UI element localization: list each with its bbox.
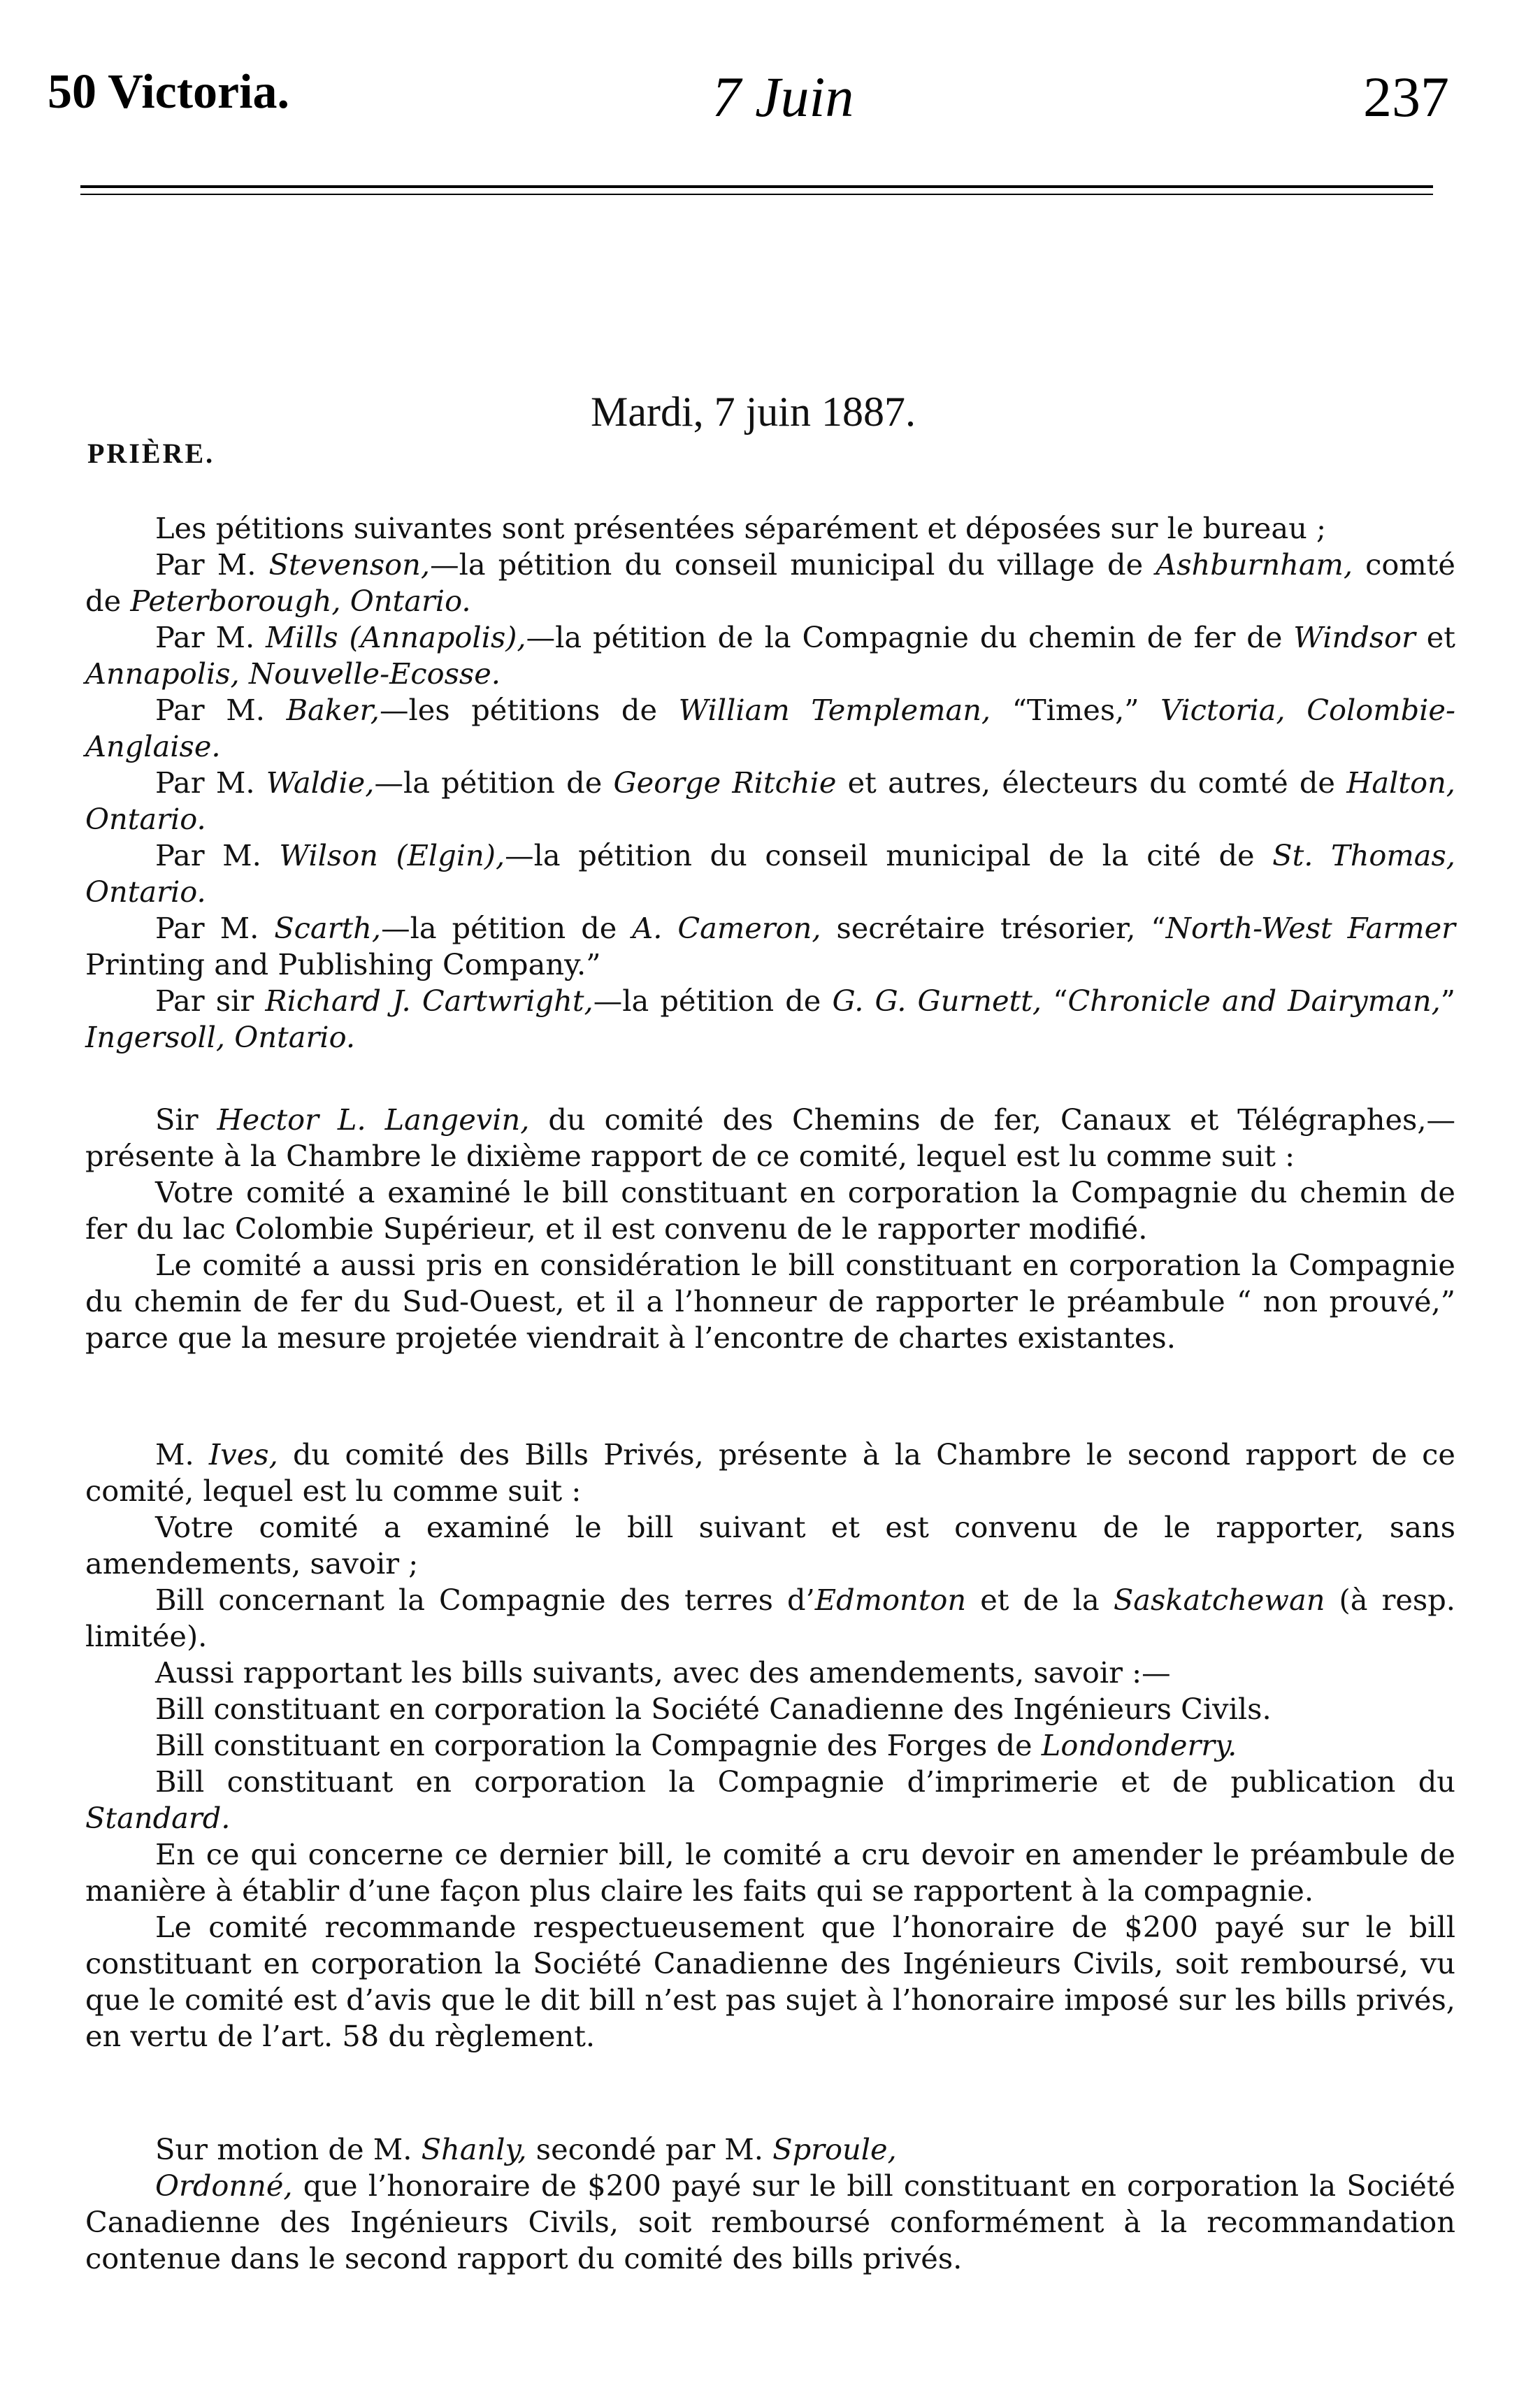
petition-item: Par M. Mills (Annapolis),—la pétition de la Compagnie du chemin de fer de Windsor et Annapolis, Nouvelle-Ecosse. bbox=[85, 620, 1455, 691]
petition-item: Par M. Waldie,—la pétition de George Ritchie et autres, électeurs du comté de Halton, Ontario. bbox=[85, 765, 1455, 836]
ives-report-section bbox=[85, 1437, 1455, 2055]
sitting-date: Mardi, 7 juin 1887. bbox=[591, 389, 916, 435]
petition-item: Par M. Scarth,—la pétition de A. Cameron, secrétaire trésorier, “North-West Farmer Printing and Publishing Company.” bbox=[85, 911, 1455, 981]
report-paragraph: Aussi rapportant les bills suivants, avec des amendements, savoir :— bbox=[155, 1655, 1171, 1690]
petition-item: Par M. Baker,—les pétitions de William Templeman, “Times,” Victoria, Colombie-Anglaise. bbox=[85, 693, 1455, 763]
report-paragraph: Le comité recommande respectueusement que l’honoraire de $200 payé sur le bill constituant en corporation la Société Canadienne des Ingénieurs Civils, soit remboursé, vu que le comité est d’avis que le dit bill n’est pas sujet à l’honoraire imposé sur les bills privés, en vertu de l’art. 58 du règlement. bbox=[85, 1910, 1455, 2053]
motion-section bbox=[85, 2131, 1455, 2277]
report-paragraph: Bill constituant en corporation la Compagnie d’imprimerie et de publication du Standard. bbox=[85, 1764, 1455, 1835]
report-paragraph: Bill constituant en corporation la Compagnie des Forges de Londonderry. bbox=[155, 1728, 1237, 1762]
report-paragraph: Sir Hector L. Langevin, du comité des Chemins de fer, Canaux et Télégraphes,—présente à la Chambre le dixième rapport de ce comité, lequel est lu comme suit : bbox=[85, 1102, 1456, 1173]
report-paragraph: M. Ives, du comité des Bills Privés, présente à la Chambre le second rapport de ce comité, lequel est lu comme suit : bbox=[85, 1437, 1455, 1508]
langevin-report-section bbox=[85, 1102, 1455, 1356]
motion-paragraph: Ordonné, que l’honoraire de $200 payé sur le bill constituant en corporation la Société Canadienne des Ingénieurs Civils, soit remboursé conformément à la recommandation contenue dans le second rapport du comité des bills privés. bbox=[85, 2168, 1455, 2275]
petition-item: Par M. Wilson (Elgin),—la pétition du conseil municipal de la cité de St. Thomas, Ontario. bbox=[85, 838, 1455, 909]
report-paragraph: Votre comité a examiné le bill suivant et est convenu de le rapporter, sans amendements, savoir ; bbox=[85, 1510, 1455, 1581]
report-paragraph: Bill constituant en corporation la Société Canadienne des Ingénieurs Civils. bbox=[155, 1692, 1272, 1726]
date-heading: 7 Juin bbox=[712, 65, 854, 129]
petition-item: Par M. Stevenson,—la pétition du conseil municipal du village de Ashburnham, comté de Peterborough, Ontario. bbox=[85, 547, 1455, 618]
petitions-section bbox=[85, 510, 1455, 1056]
report-paragraph: En ce qui concerne ce dernier bill, le comité a cru devoir en amender le préambule de manière à établir d’une façon plus claire les faits qui se rapportent à la compagnie. bbox=[85, 1837, 1455, 1908]
session-label: 50 Victoria. bbox=[48, 65, 290, 119]
report-paragraph: Votre comité a examiné le bill constituant en corporation la Compagnie du chemin de fer du lac Colombie Supérieur, et il est convenu de le rapporter modifié. bbox=[85, 1175, 1455, 1246]
header-rule-thin bbox=[80, 194, 1433, 195]
header-rule-thick bbox=[80, 185, 1433, 188]
priere-label: PRIÈRE. bbox=[87, 438, 215, 469]
petitions-intro: Les pétitions suivantes sont présentées séparément et déposées sur le bureau ; bbox=[155, 511, 1326, 545]
report-paragraph: Le comité a aussi pris en considération le bill constituant en corporation la Compagnie du chemin de fer du Sud-Ouest, et il a l’honneur de rapporter le préambule “ non prouvé,” parce que la mesure projetée viendrait à l’encontre de chartes existantes. bbox=[85, 1248, 1455, 1355]
motion-paragraph: Sur motion de M. Shanly, secondé par M. Sproule, bbox=[155, 2132, 897, 2166]
report-paragraph: Bill concernant la Compagnie des terres d’Edmonton et de la Saskatchewan (à resp. limitée). bbox=[85, 1583, 1455, 1653]
petition-item: Par sir Richard J. Cartwright,—la pétition de G. G. Gurnett, “Chronicle and Dairyman,” Ingersoll, Ontario. bbox=[85, 984, 1455, 1054]
page-number: 237 bbox=[1363, 65, 1449, 129]
